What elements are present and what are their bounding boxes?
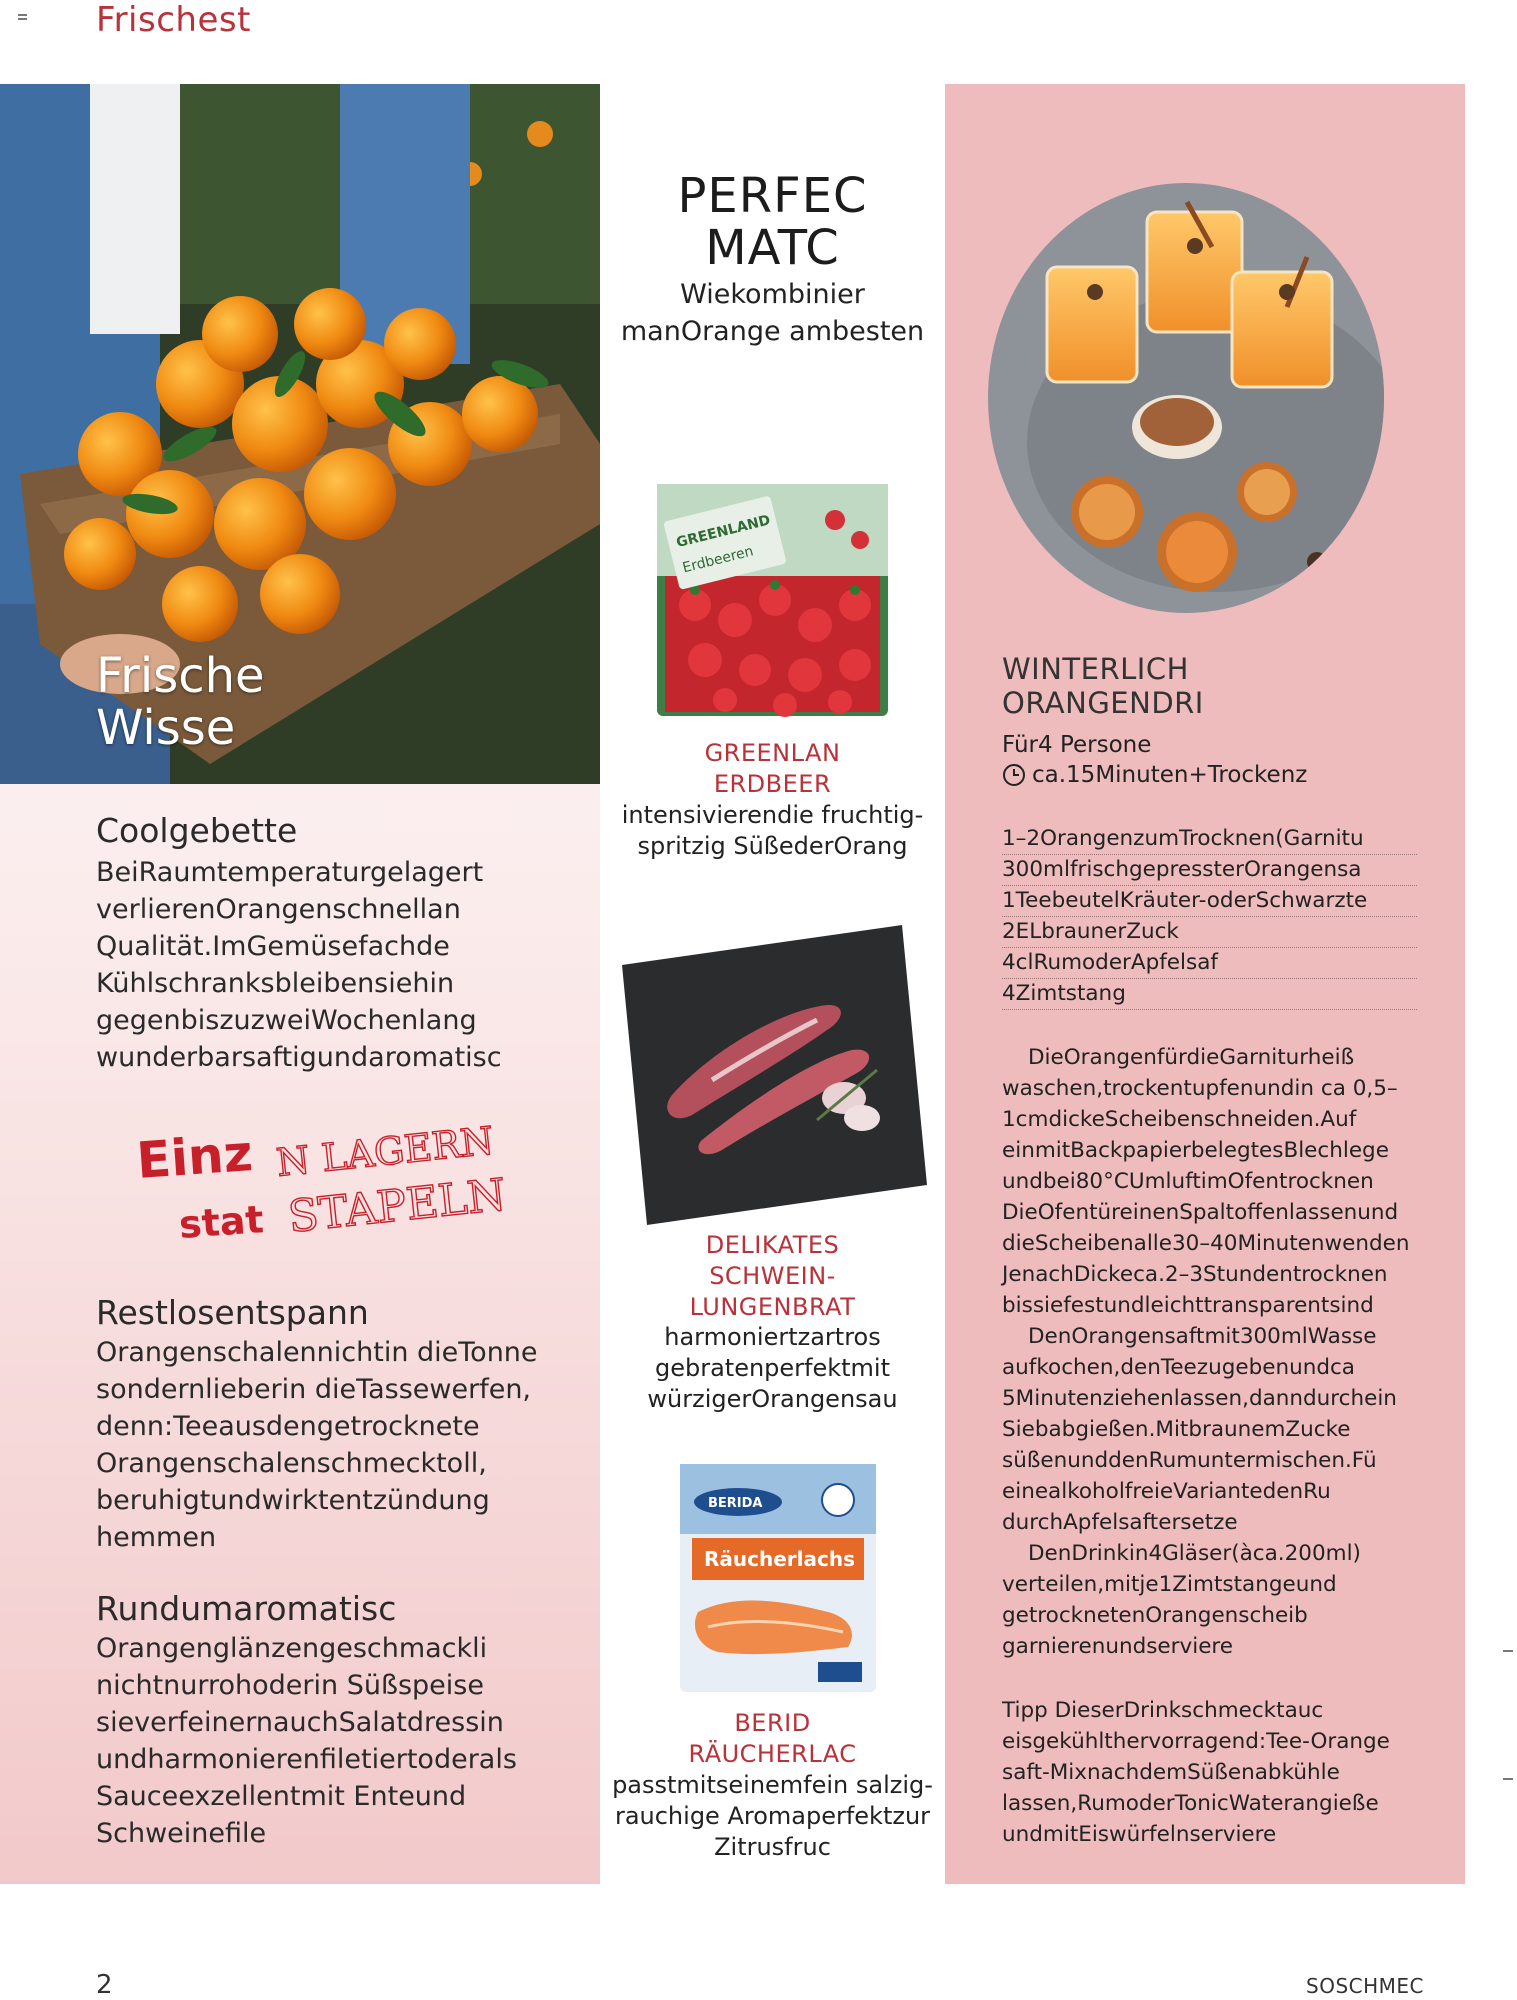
product-name-line: BERID xyxy=(734,1709,811,1737)
product-name-salmon xyxy=(600,1708,945,1770)
tip-relax-title: Restlosentspann xyxy=(96,1293,369,1332)
product-name-line: RÄUCHERLAC xyxy=(688,1740,857,1768)
product-name-line: DELIKATES xyxy=(705,1231,840,1259)
pork-tenderloin-image xyxy=(612,920,932,1225)
salmon-pack-label: Räucherlachs xyxy=(704,1547,856,1571)
product-name-strawberries xyxy=(600,738,945,800)
ingredient-item: 2ELbraunerZuck xyxy=(1002,917,1417,948)
photo-headline-line-2: Wisse xyxy=(96,700,236,756)
recipe-time-text: ca.15Minuten+Trockenz xyxy=(1032,762,1308,788)
recipe-tip: Tipp DieserDrinkschmecktauc eisgekühlthervorragend:Tee-Orange saft-MixnachdemSüßenabkühle lassen,RumoderTonicWaterangieße undmitEiswürfelnserviere xyxy=(1002,1698,1390,1847)
perfect-match-subtitle: Wiekombinier manOrange ambesten xyxy=(620,279,925,347)
recipe-step: DenDrinkin4Gläser(àca.200ml) verteilen,mitje1Zimtstangeund getrocknetenOrangenscheib garnierenundserviere xyxy=(1002,1541,1361,1659)
recipe-title xyxy=(1002,652,1204,720)
product-name-line: ERDBEER xyxy=(713,770,832,798)
tip-aroma-body: Orangenglänzengeschmackli nichtnurrohoderin Süßspeise sieverfeinernauchSalatdressin undharmonierenfiletiertoderals Sauceexzellentmit Enteund Schweinefile xyxy=(96,1633,517,1849)
ingredient-item: 4clRumoderApfelsaf xyxy=(1002,948,1417,979)
footer-brand: SOSCHMEC xyxy=(1306,1974,1424,1998)
recipe-time xyxy=(1002,762,1307,788)
svg-text:N LAGERN: N LAGERN xyxy=(274,1118,496,1185)
brand-title: Frischest xyxy=(96,0,251,40)
svg-text:STAPELN: STAPELN xyxy=(285,1169,509,1243)
recipe-title-line-1: WINTERLICH xyxy=(1002,652,1189,686)
product-desc-strawberries: intensivierendie fruchtig-spritzig SüßederOrang xyxy=(621,801,924,860)
ingredient-item: 1–2OrangenzumTrocknen(Garnitu xyxy=(1002,824,1417,855)
recipe-step: DieOrangenfürdieGarniturheiß waschen,trockentupfenundin ca 0,5–1cmdickeScheibenschneiden.Auf einmitBackpapierbelegtesBlechlege undbei80°CUmluftimOfentrocknen DieOfentüreinenSpaltoffenlassenund dieScheibenalle30–40Minutenwenden JenachDickeca.2–3Stundentrocknen bissiefestundleichttransparentsind xyxy=(1002,1045,1410,1318)
photo-headline xyxy=(96,650,265,754)
product-name-pork xyxy=(600,1230,945,1323)
tip-cool-body: BeiRaumtemperaturgelagert verlierenOrangenschnellan Qualität.ImGemüsefachde Kühlschranksbleibensiehin gegenbiszuzweiWochenlang wunderbarsaftigundaromatisc xyxy=(96,857,502,1073)
ingredient-item: 300mlfrischgepressterOrangensa xyxy=(1002,855,1417,886)
recipe-step: DenOrangensaftmit300mlWasse aufkochen,denTeezugebenundca 5Minutenziehenlassen,danndurchein Siebabgießen.MitbraunemZucke süßenunddenRumuntermischen.Fü einealkoholfreieVariantedenRu durchApfelsaftersetze xyxy=(1002,1324,1397,1535)
ingredient-item: 1TeebeutelKräuter-oderSchwarzte xyxy=(1002,886,1417,917)
product-name-line: SCHWEIN- xyxy=(709,1262,836,1290)
tip-aroma-title: Rundumaromatisc xyxy=(96,1589,397,1628)
recipe-servings: Für4 Persone xyxy=(1002,732,1152,758)
recipe-title-line-2: ORANGENDRI xyxy=(1002,686,1204,720)
salmon-pack-brand: BERIDA xyxy=(708,1496,763,1511)
ingredient-list xyxy=(1002,824,1417,1010)
product-name-line: LUNGENBRAT xyxy=(689,1293,856,1321)
svg-text:Einz: Einz xyxy=(134,1124,255,1190)
photo-headline-line-1: Frische xyxy=(96,648,265,704)
recipe-steps xyxy=(1002,1042,1427,1662)
strawberry-pack-label: Erdbeeren xyxy=(681,543,756,577)
strawberry-pack-image xyxy=(655,480,890,720)
product-desc-pork: harmoniertzartros gebratenperfektmit würzigerOrangensau xyxy=(647,1323,898,1413)
tip-cool-title: Coolgebette xyxy=(96,811,298,850)
orange-drink-photo xyxy=(987,182,1385,614)
menu-icon[interactable] xyxy=(18,14,28,24)
smoked-salmon-pack-image xyxy=(678,1462,878,1694)
perfect-match-title-line-1: PERFEC xyxy=(677,168,868,224)
tip-relax-body: Orangenschalennichtin dieTonne sondernlieberin dieTassewerfen, denn:Teeausdengetrocknete Orangenschalenschmecktoll, beruhigtundwirktentzündung hemmen xyxy=(96,1337,538,1553)
oranges-crate-photo xyxy=(0,84,600,784)
perfect-match-title-line-2: MATC xyxy=(705,220,840,276)
page-number: 2 xyxy=(96,1970,113,2000)
svg-text:stat: stat xyxy=(177,1197,266,1247)
clock-icon xyxy=(1002,763,1026,787)
ingredient-item: 4Zimtstang xyxy=(1002,979,1417,1010)
strawberry-pack-brand: GREENLAND xyxy=(674,512,772,552)
product-desc-salmon: passtmitseinemfein salzig-rauchige Aromaperfektzur Zitrusfruc xyxy=(612,1771,933,1861)
perfect-match-title xyxy=(600,170,945,274)
product-name-line: GREENLAN xyxy=(704,739,841,767)
handwritten-stamp xyxy=(130,1118,509,1250)
